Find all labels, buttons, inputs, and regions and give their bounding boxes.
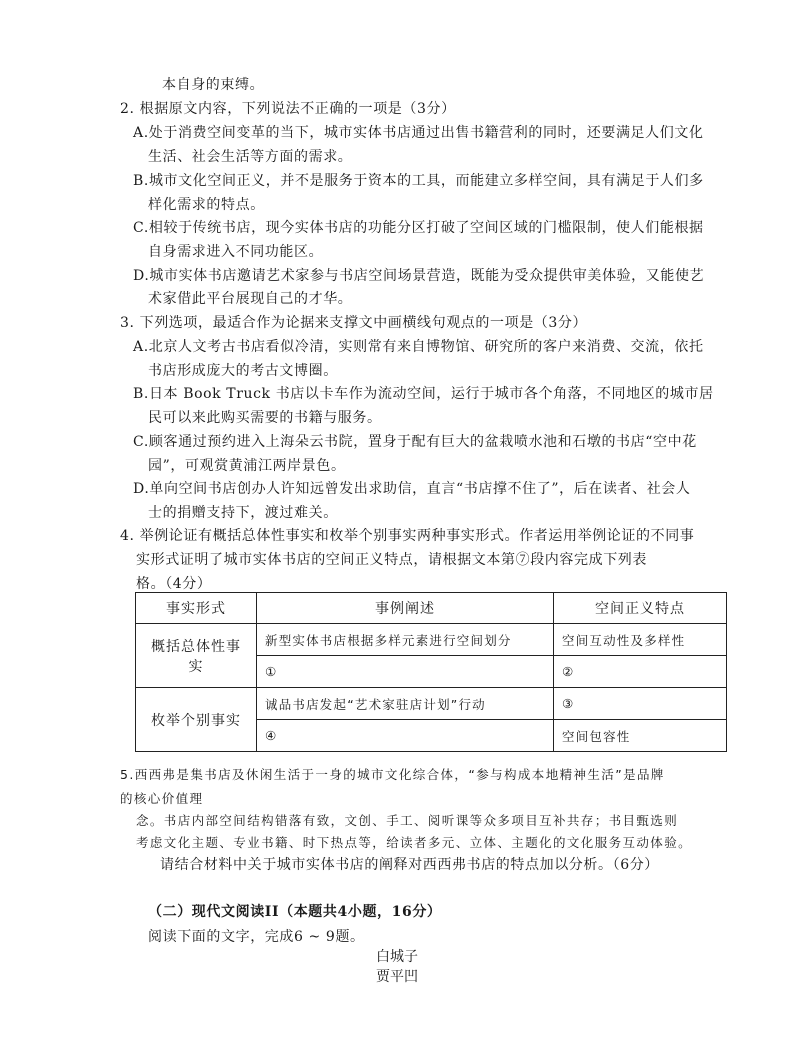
question-3-option-a-cont: 书店形成庞大的考古文博圈。	[148, 363, 338, 379]
blank-answer-4: ④	[257, 720, 554, 752]
question-2-option-d: D.城市实体书店邀请艺术家参与书店空间场景营造，既能为受众提供审美体验，又能使艺	[133, 268, 705, 284]
question-2-option-c: C.相较于传统书店，现今实体书店的功能分区打破了空间区域的门槛限制，使人们能根据	[133, 220, 704, 236]
question-4-stem-end: 格。（4分）	[136, 576, 212, 592]
question-2-option-a: A.处于消费空间变革的当下，城市实体书店通过出售书籍营利的同时，还要满足人们文化	[133, 125, 704, 141]
section-2-instruction: 阅读下面的文字，完成6 ~ 9题。	[148, 929, 365, 945]
question-3-option-c-cont: 园”，可观赏黄浦江两岸景色。	[148, 458, 346, 474]
question-5-material-cont: 考虑文化主题、专业书籍、时下热点等，给读者多元、立体、主题化的文化服务互动体验。	[136, 835, 693, 850]
question-5-stem: 5.西西弗是集书店及休闲生活于一身的城市文化综合体，“参与构成本地精神生活”是品牌	[120, 767, 665, 782]
blank-answer-1: ①	[257, 656, 554, 688]
table-header-cell: 空间正义特点	[554, 593, 727, 624]
question-3-option-c: C.顾客通过预约进入上海朵云书院，置身于配有巨大的盆栽喷水池和石墩的书店“空中花	[133, 434, 697, 450]
row-group-label: 枚举个别事实	[136, 688, 257, 752]
blank-answer-2: ②	[554, 656, 727, 688]
question-2-option-a-cont: 生活、社会生活等方面的需求。	[148, 149, 353, 165]
question-4-stem: 4. 举例论证有概括总体性事实和枚举个别事实两种事实形式。作者运用举例论证的不同事	[120, 528, 695, 544]
question-5-task: 请结合材料中关于城市实体书店的阐释对西西弗书店的特点加以分析。（6分）	[160, 857, 659, 873]
table-row	[136, 688, 727, 720]
table-header-cell: 事例阐述	[257, 593, 554, 624]
question-2-option-d-cont: 术家借此平台展现自己的才华。	[148, 291, 353, 307]
question-2-option-b: B.城市文化空间正义，并不是服务于资本的工具，而能建立多样空间，具有满足于人们多	[133, 173, 704, 189]
question-3-stem: 3. 下列选项，最适合作为论据来支撑文中画横线句观点的一项是（3分）	[120, 315, 588, 331]
table-cell: 诚品书店发起“艺术家驻店计划”行动	[257, 688, 554, 720]
question-4-stem-cont: 实形式证明了城市实体书店的空间正义特点，请根据文本第⑦段内容完成下列表	[136, 552, 647, 568]
question-2-option-c-cont: 自身需求进入不同功能区。	[148, 244, 324, 260]
table-header-row	[136, 593, 727, 624]
blank-answer-3: ③	[554, 688, 727, 720]
story-author: 贾平凹	[376, 969, 418, 985]
question-3-option-a: A.北京人文考古书店看似冷清，实则常有来自博物馆、研究所的客户来消费、交流，依托	[133, 339, 704, 355]
question-2-stem: 2. 根据原文内容，下列说法不正确的一项是（3分）	[120, 101, 456, 117]
question-5-material: 念。书店内部空间结构错落有致，文创、手工、阅听课等众多项目互补共存；书目甄选则	[136, 813, 679, 828]
question-3-option-b-cont: 民可以来此购买需要的书籍与服务。	[148, 410, 382, 426]
row-group-label: 概括总体性事实	[136, 624, 257, 688]
table-cell: 空间包容性	[554, 720, 727, 752]
question-3-option-d-cont: 士的捐赠支持下，渡过难关。	[148, 505, 338, 521]
question-5-stem-cont: 的核心价值理	[120, 791, 204, 806]
table-cell: 空间互动性及多样性	[554, 624, 727, 656]
table-cell: 新型实体书店根据多样元素进行空间划分	[257, 624, 554, 656]
table-header-cell: 事实形式	[136, 593, 257, 624]
question-3-option-b: B.日本 Book Truck 书店以卡车作为流动空间，运行于城市各个角落，不同地区的城市居	[133, 386, 714, 402]
fact-form-table	[135, 592, 727, 752]
paragraph-tail: 本自身的束缚。	[162, 77, 265, 93]
question-2-option-b-cont: 样化需求的特点。	[148, 197, 265, 213]
section-2-heading: （二）现代文阅读II（本题共4小题，16分）	[148, 904, 442, 920]
story-title: 白城子	[376, 949, 418, 965]
question-3-option-d: D.单向空间书店创办人许知远曾发出求助信，直言“书店撑不住了”，后在读者、社会人	[133, 481, 691, 497]
table-row	[136, 624, 727, 656]
